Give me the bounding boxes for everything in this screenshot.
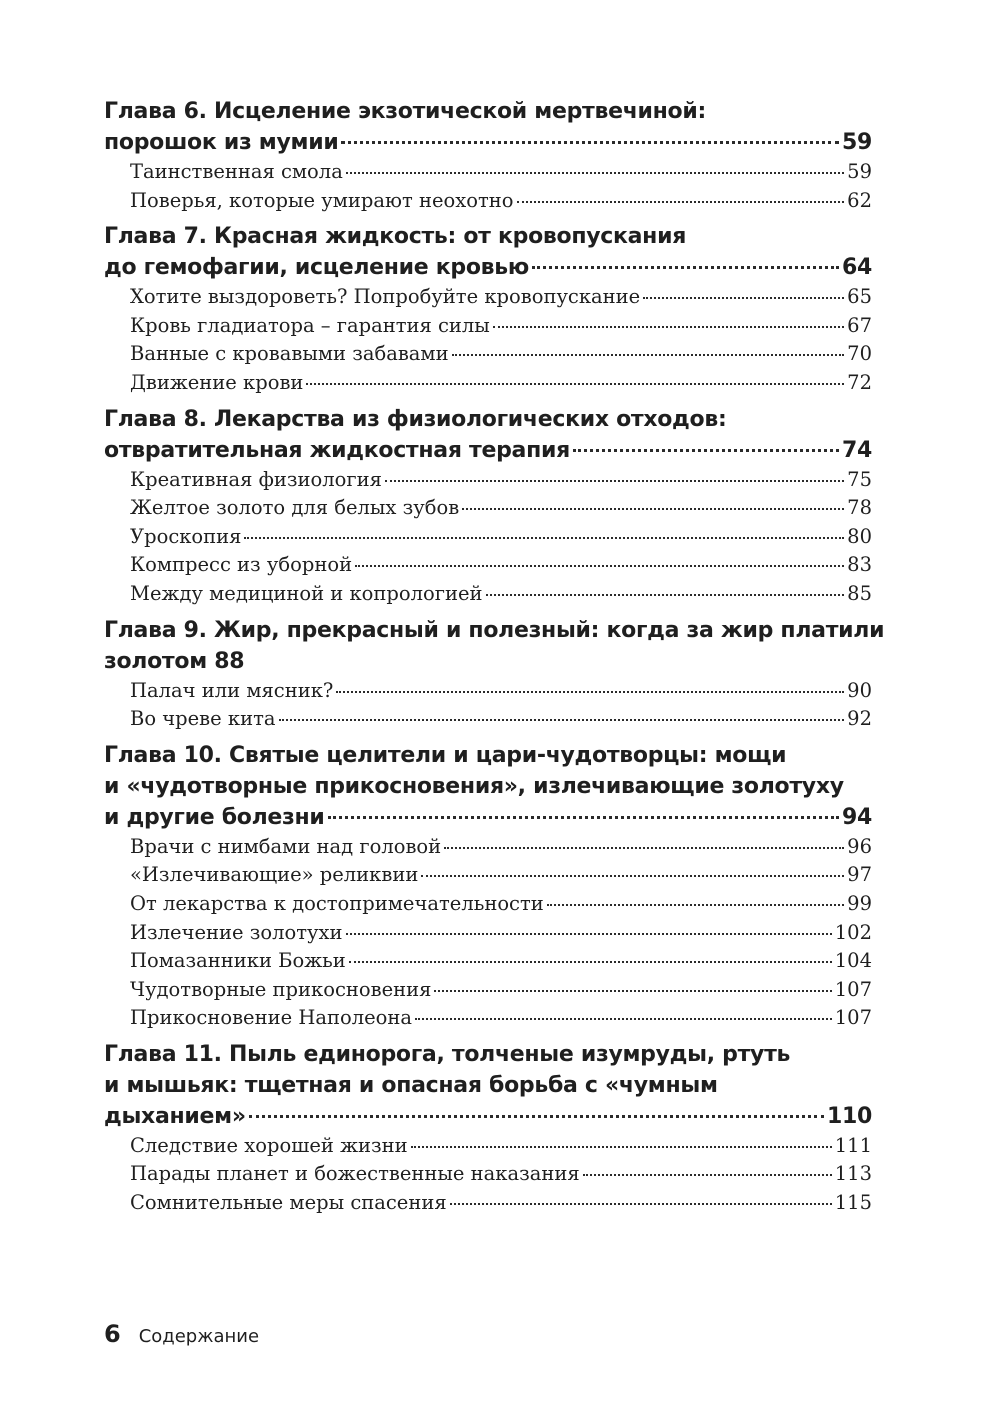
section-title: Врачи с нимбами над головой	[130, 834, 442, 858]
section-entry	[130, 312, 872, 341]
chapter-title-row	[104, 127, 872, 158]
section-title: Парады планет и божественные наказания	[130, 1162, 580, 1186]
section-title: Чудотворные прикосновения	[130, 977, 432, 1001]
section-page-number: 104	[834, 949, 872, 973]
section-page-number: 102	[834, 920, 872, 944]
section-page-number: 90	[847, 678, 872, 702]
dot-leader	[462, 508, 844, 510]
section-list	[104, 677, 872, 734]
section-entry	[130, 283, 872, 312]
section-title: Излечение золотухи	[130, 920, 343, 944]
section-page-number: 97	[847, 863, 872, 887]
chapter-title-line: до гемофагии, исцеление кровью	[104, 255, 529, 281]
section-entry	[130, 580, 872, 609]
chapter-entry	[104, 1039, 872, 1218]
section-page-number: 92	[847, 707, 872, 731]
section-list	[104, 466, 872, 609]
dot-leader	[452, 354, 845, 356]
chapter-entry	[104, 740, 872, 1033]
dot-leader	[411, 1146, 832, 1148]
dot-leader	[336, 691, 844, 693]
chapter-page-number: 110	[826, 1103, 872, 1129]
section-title: Компресс из уборной	[130, 553, 353, 577]
page-number: 6	[104, 1320, 121, 1348]
section-entry	[130, 187, 872, 216]
chapter-title-row	[104, 252, 872, 283]
section-page-number: 113	[834, 1162, 872, 1186]
chapter-title-line: и «чудотворные прикосновения», излечивающие золотуху	[104, 773, 844, 799]
section-title: От лекарства к достопримечательности	[130, 891, 544, 915]
section-title: Поверья, которые умирают неохотно	[130, 188, 514, 212]
section-page-number: 115	[834, 1191, 872, 1215]
chapter-page-number: 94	[841, 804, 872, 830]
section-page-number: 96	[847, 834, 872, 858]
chapter-title-line: порошок из мумии	[104, 130, 339, 155]
dot-leader	[355, 565, 844, 567]
section-entry	[130, 1160, 872, 1189]
section-title: Сомнительные меры спасения	[130, 1191, 447, 1215]
section-title: Палач или мясник?	[130, 678, 334, 702]
section-entry	[130, 523, 872, 552]
section-page-number: 62	[847, 188, 872, 212]
dot-leader	[517, 201, 845, 203]
section-entry	[130, 976, 872, 1005]
dot-leader	[573, 449, 839, 452]
section-page-number: 99	[847, 891, 872, 915]
dot-leader	[415, 1018, 832, 1020]
chapter-title-line: Глава 6. Исцеление экзотической мертвечиной:	[104, 99, 706, 124]
section-list	[104, 833, 872, 1033]
section-list	[104, 158, 872, 215]
chapter-page-number: 59	[841, 130, 872, 155]
section-entry	[130, 340, 872, 369]
dot-leader	[444, 847, 844, 849]
section-page-number: 59	[847, 160, 872, 183]
section-page-number: 107	[834, 977, 872, 1001]
chapter-entry	[104, 96, 872, 215]
section-page-number: 70	[847, 342, 872, 366]
section-list	[104, 1132, 872, 1218]
dot-leader	[450, 1203, 832, 1205]
section-page-number: 83	[847, 553, 872, 577]
section-entry	[130, 947, 872, 976]
dot-leader	[244, 537, 844, 539]
section-title: «Излечивающие» реликвии	[130, 863, 419, 887]
chapter-title-line: Глава 7. Красная жидкость: от кровопускания	[104, 224, 687, 250]
section-page-number: 107	[834, 1006, 872, 1030]
section-title: Следствие хорошей жизни	[130, 1133, 408, 1157]
section-title: Хотите выздороветь? Попробуйте кровопускание	[130, 285, 641, 309]
chapter-title-line: и другие болезни	[104, 804, 325, 830]
table-of-contents	[104, 96, 885, 1224]
chapter-title-line: и мышьяк: тщетная и опасная борьба с «чумным	[104, 1072, 718, 1098]
chapter-title-line: Глава 8. Лекарства из физиологических отходов:	[104, 406, 727, 432]
section-list	[104, 283, 872, 397]
chapter-entry	[104, 615, 885, 734]
section-page-number: 72	[847, 370, 872, 394]
section-title: Между медициной и копрологией	[130, 581, 483, 605]
section-entry	[130, 1004, 872, 1033]
section-entry	[130, 677, 872, 706]
section-entry	[130, 890, 872, 919]
chapter-page-number: 64	[841, 255, 872, 281]
chapter-title-line: Глава 10. Святые целители и цари-чудотворцы: мощи	[104, 742, 787, 768]
dot-leader	[434, 990, 831, 992]
section-entry	[130, 551, 872, 580]
chapter-title-line: золотом 88	[104, 648, 245, 674]
section-entry	[130, 861, 872, 890]
dot-leader	[486, 594, 845, 596]
section-page-number: 78	[847, 496, 872, 520]
dot-leader	[346, 172, 844, 174]
dot-leader	[279, 719, 845, 721]
chapter-entry	[104, 221, 872, 397]
dot-leader	[341, 141, 839, 144]
chapter-title-line: Глава 11. Пыль единорога, толченые изумруды, ртуть	[104, 1041, 791, 1067]
dot-leader	[306, 383, 844, 385]
dot-leader	[421, 875, 844, 877]
section-title: Желтое золото для белых зубов	[130, 496, 460, 520]
dot-leader	[346, 933, 832, 935]
section-title: Ванные с кровавыми забавами	[130, 342, 449, 366]
dot-leader	[385, 480, 844, 482]
chapter-title-line: дыханием»	[104, 1103, 246, 1129]
dot-leader	[249, 1115, 824, 1118]
section-entry	[130, 833, 872, 862]
section-entry	[130, 919, 872, 948]
chapter-page-number: 74	[841, 437, 872, 463]
dot-leader	[493, 326, 844, 328]
section-entry	[130, 466, 872, 495]
section-entry	[130, 1189, 872, 1218]
section-title: Во чреве кита	[130, 707, 276, 731]
dot-leader	[583, 1174, 832, 1176]
section-title: Прикосновение Наполеона	[130, 1006, 412, 1030]
dot-leader	[349, 961, 832, 963]
section-entry	[130, 494, 872, 523]
section-entry	[130, 1132, 872, 1161]
section-title: Креативная физиология	[130, 467, 382, 491]
section-page-number: 111	[834, 1133, 872, 1157]
chapter-title-line: отвратительная жидкостная терапия	[104, 437, 570, 463]
page-footer	[104, 1320, 259, 1348]
section-page-number: 80	[847, 524, 872, 548]
dot-leader	[328, 816, 839, 819]
section-entry	[130, 369, 872, 398]
chapter-title-row	[104, 1101, 872, 1132]
section-page-number: 67	[847, 313, 872, 337]
section-title: Таинственная смола	[130, 160, 343, 183]
section-page-number: 85	[847, 581, 872, 605]
section-title: Уроскопия	[130, 524, 242, 548]
chapter-title-line: Глава 9. Жир, прекрасный и полезный: когда за жир платили	[104, 617, 885, 643]
chapter-title-row	[104, 802, 872, 833]
running-header-label: Содержание	[138, 1326, 260, 1347]
section-entry	[130, 158, 872, 187]
chapter-title-row	[104, 435, 872, 466]
section-entry	[130, 705, 872, 734]
section-title: Помазанники Божьи	[130, 949, 346, 973]
dot-leader	[643, 297, 844, 299]
dot-leader	[547, 904, 844, 906]
chapter-entry	[104, 404, 872, 609]
dot-leader	[532, 266, 839, 269]
section-title: Кровь гладиатора – гарантия силы	[130, 313, 490, 337]
section-page-number: 65	[847, 285, 872, 309]
section-page-number: 75	[847, 467, 872, 491]
section-title: Движение крови	[130, 370, 304, 394]
